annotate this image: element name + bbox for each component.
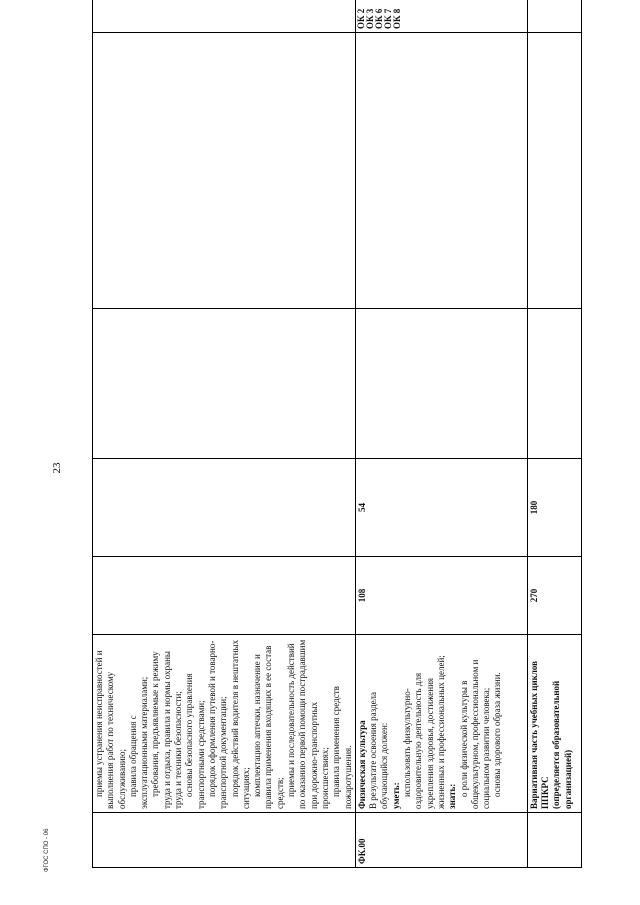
content-cell [527,635,581,813]
max-load-cell [93,557,356,635]
competency-code: ОК 7 [382,8,393,29]
competency-code: ОК 6 [373,8,384,29]
index-cell [527,813,581,868]
content-paragraph: Физическая культура [356,720,367,809]
content-cell [93,635,356,813]
content-paragraph: порядок действий водителя в нештатных ситуациях; [229,639,251,809]
content-paragraph: порядок оформления путевой и товарно-транспортной документации; [206,640,229,809]
content-paragraph: требования, предъявляемые к режиму труда и отдыха, правила и нормы охраны труда и техники безопасности; [150,651,184,809]
footer-document-code: ФГОС СПО - 06 [44,828,50,872]
table-row [527,0,581,868]
content-paragraph: основы здорового образа жизни. [492,672,503,797]
mandatory-hours-cell: 54 [355,459,527,557]
curriculum-table-rotated [92,8,576,868]
empty-cell [527,33,581,309]
empty-cell [93,309,356,459]
competency-code: ОК 2 [355,8,366,29]
content-paragraph: основы безопасного управления транспортными средствами; [184,673,206,809]
table-row [93,0,356,868]
max-load-cell: 270 [527,557,581,635]
content-paragraph: использовать физкультурно-оздоровительную деятельность для укрепления здоровья, достижения жизненных и профессиональных целей; [402,655,446,809]
competencies-cell [93,0,356,33]
content-paragraph: приемы устранения неисправностей и выполнения работ по техническому обслуживанию; [94,650,127,809]
max-load-cell: 108 [355,557,527,635]
competencies-cell [355,0,527,33]
competencies-cell [527,0,581,33]
content-paragraph: знать: [447,783,458,809]
content-paragraph: правила применения средств пожаротушения. [331,686,353,809]
empty-cell [93,33,356,309]
curriculum-table [92,0,582,868]
content-paragraph: о роли физической культуры в общекультурном, профессиональном и социальном развитии человека; [458,659,492,809]
competency-code: ОК 8 [391,8,402,29]
table-row [355,0,527,868]
competency-code: ОК 3 [364,8,375,29]
content-paragraph: В результате освоения раздела обучающийся должен: [368,691,390,809]
empty-cell [355,33,527,309]
content-paragraph: комплектацию аптечки, назначение и правила применения входящих в ее состав средств; [252,645,285,809]
index-cell [93,813,356,868]
content-paragraph: Вариативная часть учебных циклов ППКРС [528,660,551,809]
empty-cell [355,309,527,459]
content-cell [355,635,527,813]
content-paragraph: уметь: [390,782,401,809]
mandatory-hours-cell: 180 [527,459,581,557]
mandatory-hours-cell [93,459,356,557]
empty-cell [527,309,581,459]
page-number: 23 [51,462,63,474]
content-paragraph: (определяется образовательной организацией) [551,680,573,809]
content-paragraph: правила обращения с эксплуатационными материалами; [127,676,150,809]
content-paragraph: приемы и последовательность действий по оказанию первой помощи пострадавшим при дорожно-транспортных происшествиях; [286,639,330,809]
index-cell: ФК.00 [355,813,527,868]
